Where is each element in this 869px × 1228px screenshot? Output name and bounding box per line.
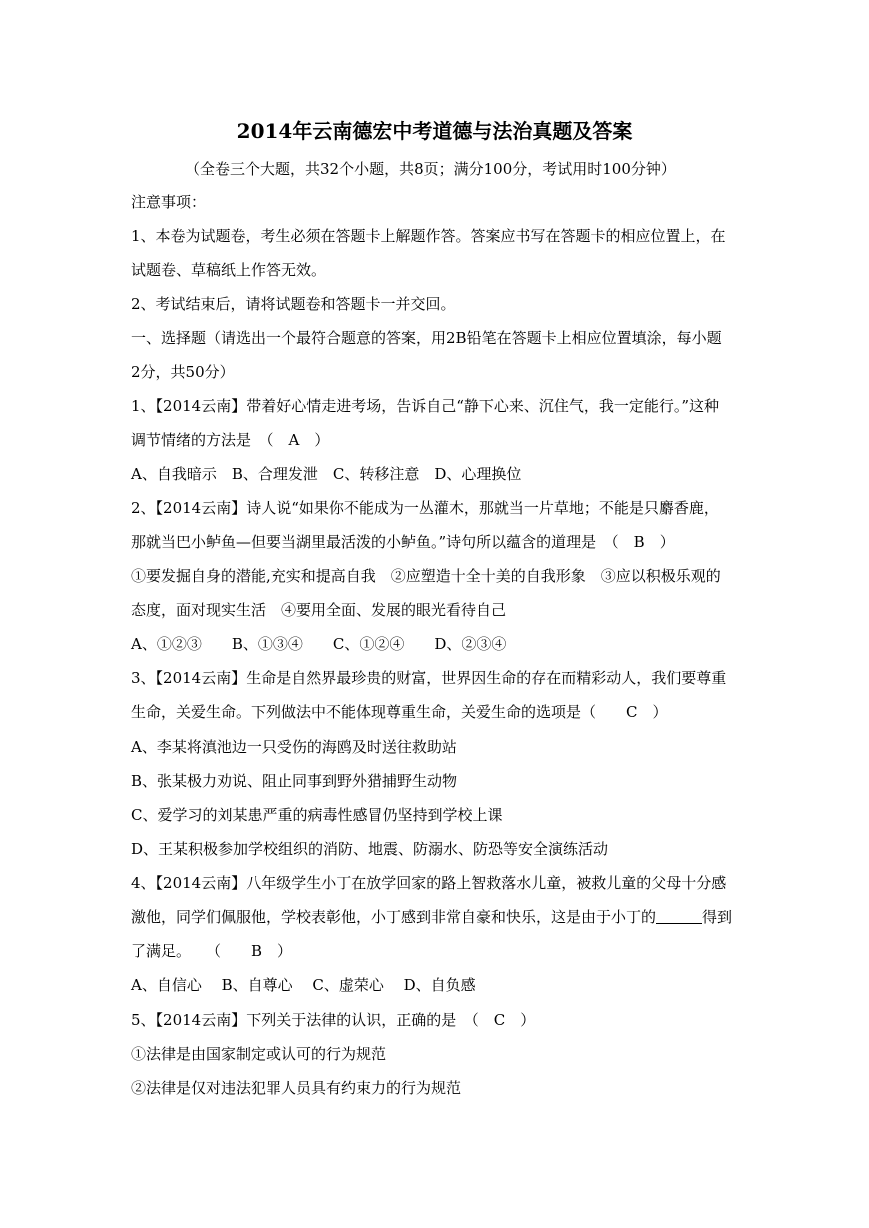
question-2-statements: ①要发掘自身的潜能,充实和提高自我 ②应塑造十全十美的自我形象 ③应以积极乐观的 [131, 567, 721, 585]
question-4-text-end: 得到 [702, 908, 733, 926]
question-4-answer-line: 了满足。 （ B ） [131, 942, 293, 960]
question-1-cont: 调节情绪的方法是 （ A ） [131, 431, 330, 449]
question-4-options: A、自信心 B、自尊心 C、虚荣心 D、自负感 [131, 976, 476, 994]
question-3-cont: 生命，关爱生命。下列做法中不能体现尊重生命，关爱生命的选项是（ C ） [131, 703, 668, 721]
question-5-statement-2: ②法律是仅对违法犯罪人员具有约束力的行为规范 [131, 1079, 462, 1097]
question-3-option-d: D、王某积极参加学校组织的消防、地震、防溺水、防恐等安全演练活动 [131, 840, 609, 858]
question-2-cont: 那就当巴小鲈鱼—但要当湖里最活泼的小鲈鱼。”诗句所以蕴含的道理是 （ B ） [131, 533, 675, 551]
question-3-option-a: A、李某将滇池边一只受伤的海鸥及时送往救助站 [131, 738, 457, 756]
question-1-options: A、自我暗示 B、合理发泄 C、转移注意 D、心理换位 [131, 465, 522, 483]
section-heading: 一、选择题（请选出一个最符合题意的答案，用2B铅笔在答题卡上相应位置填涂，每小题 [131, 329, 722, 347]
question-1: 1、【2014云南】带着好心情走进考场，告诉自己“静下心来、沉住气，我一定能行。”这种 [131, 397, 720, 415]
question-3-option-b: B、张某极力劝说、阻止同事到野外猎捕野生动物 [131, 772, 458, 790]
document-title: 2014年云南德宏中考道德与法治真题及答案 [236, 119, 633, 143]
question-2-statements-cont: 态度，面对现实生活 ④要用全面、发展的眼光看待自己 [131, 601, 507, 619]
answer-blank [656, 909, 702, 924]
question-5-statement-1: ①法律是由国家制定或认可的行为规范 [131, 1045, 387, 1063]
notice-item-1-cont: 试题卷、草稿纸上作答无效。 [131, 261, 327, 279]
question-5: 5、【2014云南】下列关于法律的认识，正确的是 （ C ） [131, 1011, 536, 1029]
section-heading-cont: 2分，共50分） [131, 363, 235, 381]
question-2-options: A、①②③ B、①③④ C、①②④ D、②③④ [131, 635, 507, 653]
question-2: 2、【2014云南】诗人说“如果你不能成为一丛灌木，那就当一片草地；不能是只麝香鹿， [131, 499, 719, 517]
question-4: 4、【2014云南】八年级学生小丁在放学回家的路上智救落水儿童，被救儿童的父母十分感 [131, 874, 727, 892]
question-4-cont [131, 907, 732, 927]
question-3-option-c: C、爱学习的刘某患严重的病毒性感冒仍坚持到学校上课 [131, 806, 503, 824]
exam-info: （全卷三个大题，共32个小题，共8页；满分100分，考试用时100分钟） [185, 160, 676, 178]
notice-item-1: 1、本卷为试题卷，考生必须在答题卡上解题作答。答案应书写在答题卡的相应位置上，在 [131, 227, 726, 245]
question-4-text: 激他，同学们佩服他，学校表彰他，小丁感到非常自豪和快乐，这是由于小丁的 [131, 908, 657, 926]
notice-item-2: 2、考试结束后，请将试题卷和答题卡一并交回。 [131, 295, 456, 313]
question-3: 3、【2014云南】生命是自然界最珍贵的财富，世界因生命的存在而精彩动人，我们要尊重 [131, 669, 727, 687]
notice-heading: 注意事项： [131, 193, 207, 211]
